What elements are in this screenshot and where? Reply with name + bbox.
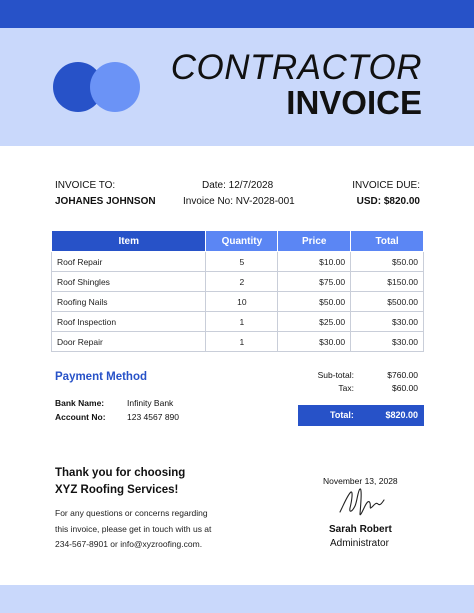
table-row <box>52 272 424 292</box>
title-contractor: CONTRACTOR <box>170 48 422 87</box>
total-box <box>298 405 424 426</box>
bank-name-value: Infinity Bank <box>127 398 174 408</box>
signer-role: Administrator <box>330 538 389 549</box>
header-price: Price <box>278 231 351 252</box>
cell-total: $500.00 <box>351 292 424 312</box>
cell-price: $75.00 <box>278 272 351 292</box>
account-number-value: 123 4567 890 <box>127 412 179 422</box>
cell-item: Roof Shingles <box>52 272 206 292</box>
cell-total: $150.00 <box>351 272 424 292</box>
tax-label: Tax: <box>338 383 354 393</box>
cell-price: $10.00 <box>278 252 351 272</box>
cell-item: Roof Inspection <box>52 312 206 332</box>
cell-total: $30.00 <box>351 312 424 332</box>
cell-quantity: 1 <box>206 332 278 352</box>
total-label: Total: <box>330 410 354 420</box>
tax-value: $60.00 <box>392 383 418 393</box>
cell-price: $30.00 <box>278 332 351 352</box>
items-table <box>51 230 424 352</box>
title-invoice: INVOICE <box>286 84 422 121</box>
invoice-to-label: INVOICE TO: <box>55 180 116 191</box>
thank-you-line-2: XYZ Roofing Services! <box>55 484 179 496</box>
circles-logo-icon <box>52 60 142 114</box>
invoice-due-amount: USD: $820.00 <box>356 196 420 207</box>
contact-line-1: For any questions or concerns regarding <box>55 508 208 518</box>
top-accent-bar <box>0 0 474 28</box>
bank-name-label: Bank Name: <box>55 398 105 408</box>
cell-price: $25.00 <box>278 312 351 332</box>
cell-quantity: 5 <box>206 252 278 272</box>
cell-item: Door Repair <box>52 332 206 352</box>
contact-line-2: this invoice, please get in touch with us at <box>55 523 212 534</box>
header-quantity: Quantity <box>206 231 278 252</box>
table-header-row <box>52 231 424 252</box>
contact-info <box>55 506 211 553</box>
payment-method-title: Payment Method <box>55 371 148 383</box>
table-row <box>52 312 424 332</box>
cell-quantity: 10 <box>206 292 278 312</box>
cell-total: $50.00 <box>351 252 424 272</box>
signature-date: November 13, 2028 <box>323 476 398 486</box>
account-number-label: Account No: <box>55 412 106 422</box>
cell-item: Roof Repair <box>52 252 206 272</box>
cell-quantity: 2 <box>206 272 278 292</box>
cell-total: $30.00 <box>351 332 424 352</box>
signer-name: Sarah Robert <box>329 524 392 535</box>
cell-quantity: 1 <box>206 312 278 332</box>
table-row <box>52 252 424 272</box>
thank-you-message <box>55 465 185 499</box>
invoice-header <box>0 28 474 146</box>
client-name: JOHANES JOHNSON <box>55 196 156 207</box>
subtotal-label: Sub-total: <box>317 370 354 380</box>
header-item: Item <box>52 231 206 252</box>
header-total: Total <box>351 231 424 252</box>
cell-price: $50.00 <box>278 292 351 312</box>
cell-item: Roofing Nails <box>52 292 206 312</box>
thank-you-line-1: Thank you for choosing <box>55 467 186 479</box>
invoice-number: Invoice No: NV-2028-001 <box>183 196 295 207</box>
invoice-date: Date: 12/7/2028 <box>202 180 274 191</box>
footer-bar <box>0 585 474 613</box>
total-value: $820.00 <box>385 410 418 420</box>
table-row <box>52 332 424 352</box>
subtotal-value: $760.00 <box>387 370 418 380</box>
handwritten-signature-icon <box>336 486 386 520</box>
contact-line-3: 234-567-8901 or info@xyzroofing.com. <box>55 539 203 549</box>
invoice-due-label: INVOICE DUE: <box>352 180 420 191</box>
table-row <box>52 292 424 312</box>
